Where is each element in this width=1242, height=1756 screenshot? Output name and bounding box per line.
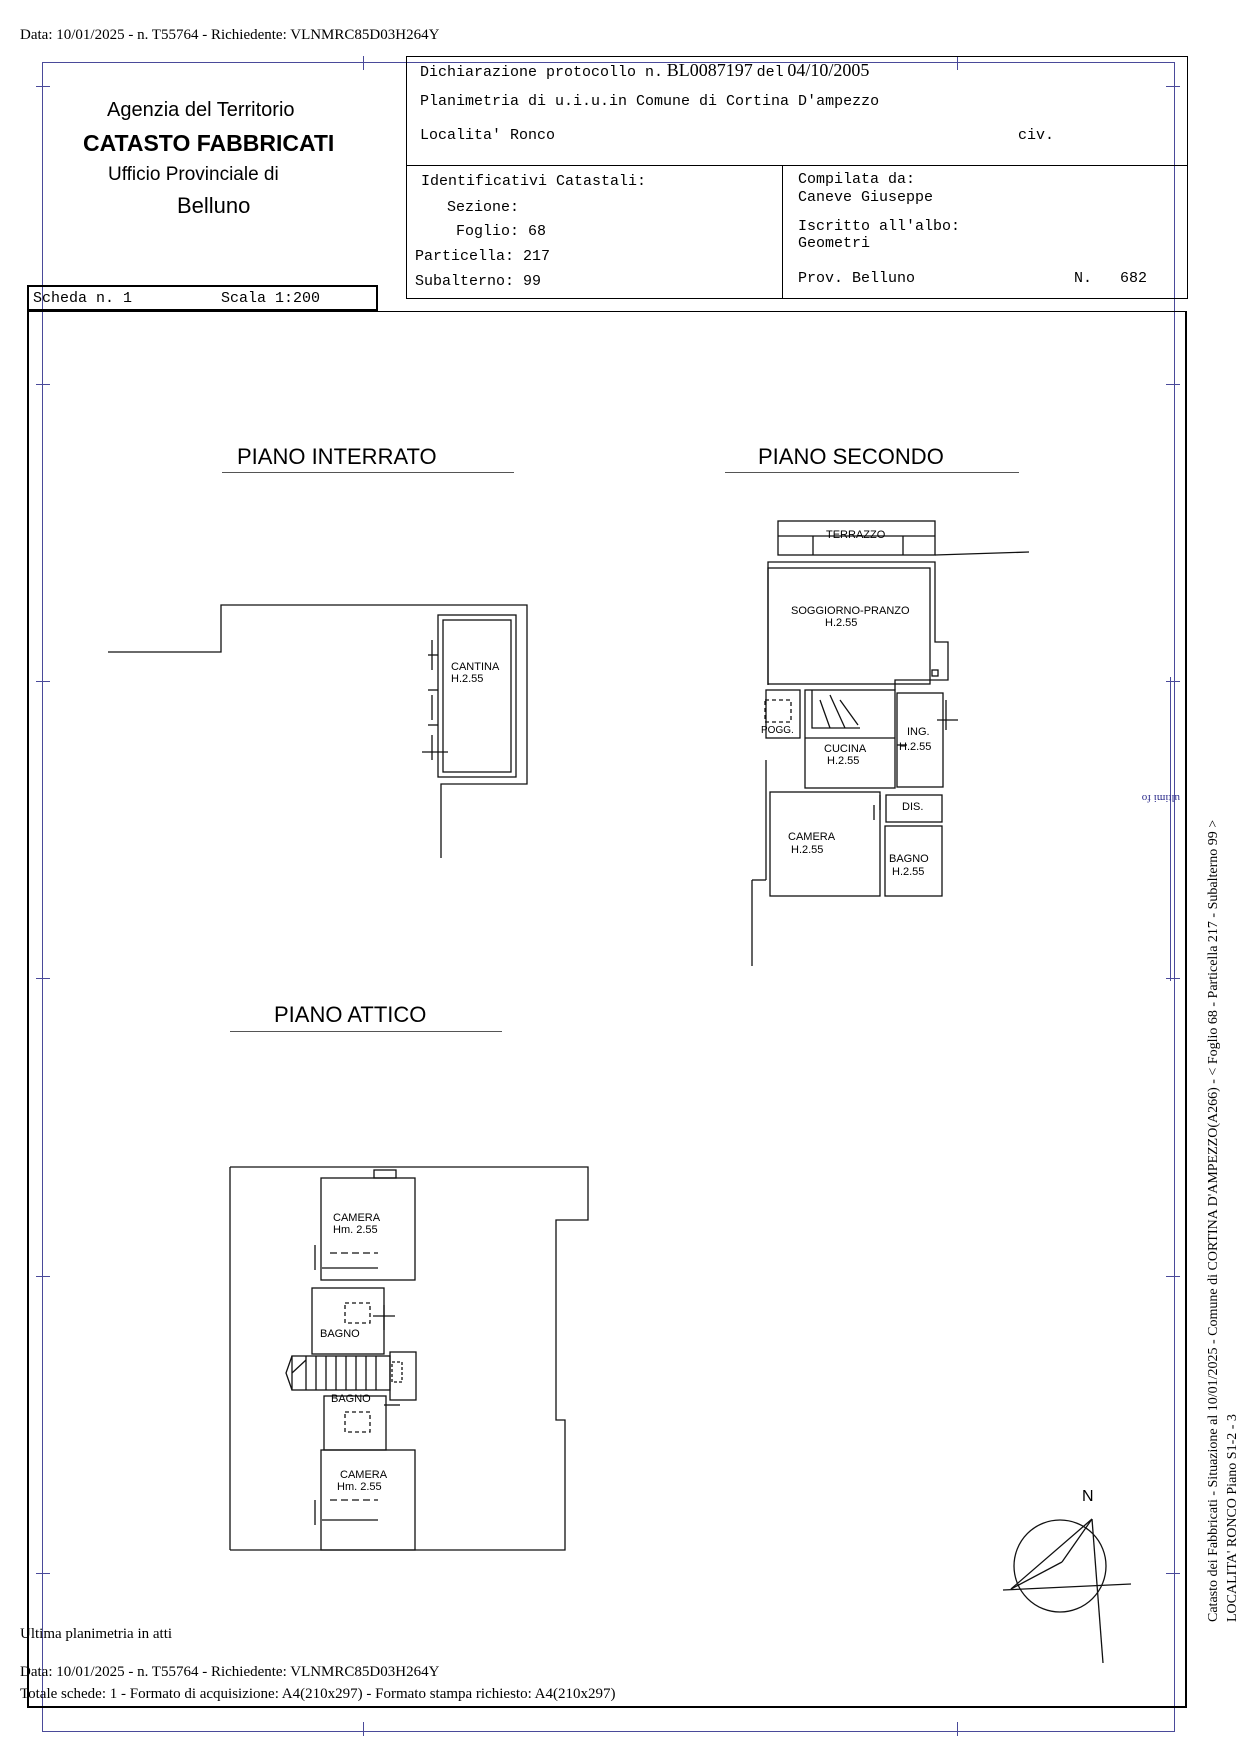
room-label-camera1: CAMERA — [333, 1212, 381, 1224]
declaration-del: del — [756, 64, 784, 81]
room-height-cantina: H.2.55 — [451, 673, 484, 685]
footer-totale-line: Totale schede: 1 - Formato di acquisizione: A4(210x297) - Formato stampa richiesto: A4(210x297) — [20, 1686, 616, 1702]
subalterno-field: Subalterno: 99 — [415, 273, 542, 290]
room-height-camera1: Hm. 2.55 — [333, 1224, 378, 1236]
iscritto-label: Iscritto all'albo: — [798, 218, 961, 235]
room-label-cucina: CUCINA — [824, 743, 867, 755]
room-height-soggiorno: H.2.55 — [825, 617, 858, 629]
ultima-planimetria: Ultima planimetria in atti — [20, 1626, 173, 1642]
room-label-dis: DIS. — [902, 801, 924, 813]
room-label-ing: ING. — [907, 726, 930, 738]
room-height-camera: H.2.55 — [791, 844, 824, 856]
ufficio-label: Ufficio Provinciale di — [108, 164, 279, 185]
room-label-soggiorno: SOGGIORNO-PRANZO — [791, 605, 910, 617]
room-label-cantina: CANTINA — [451, 661, 500, 673]
room-label-bagno2: BAGNO — [331, 1393, 371, 1405]
room-height-ing: H.2.55 — [899, 741, 932, 753]
room-height-camera2: Hm. 2.55 — [337, 1481, 382, 1493]
albo-value: Geometri — [798, 235, 871, 252]
room-label-bagno1: BAGNO — [320, 1328, 360, 1340]
piano-secondo-title: PIANO SECONDO — [758, 444, 944, 469]
room-label-pogg: POGG. — [761, 725, 794, 736]
ufficio-city: Belluno — [177, 193, 251, 218]
compass-north-label: N — [1082, 1488, 1094, 1505]
declaration-number: BL0087197 — [666, 60, 753, 80]
agency-name: Agenzia del Territorio — [107, 99, 295, 121]
vertical-localita-line: LOCALITA' RONCO Piano S1-2 - 3 — [1225, 1414, 1240, 1622]
declaration-date: 04/10/2005 — [787, 60, 870, 80]
particella-field: Particella: 217 — [415, 248, 551, 265]
foglio-field: Foglio: 68 — [456, 223, 547, 240]
room-label-camera2: CAMERA — [340, 1469, 388, 1481]
compilata-title: Compilata da: — [798, 171, 916, 188]
side-note: ultimi fo — [1141, 792, 1180, 804]
identificativi-title: Identificativi Catastali: — [421, 173, 647, 190]
declaration-label: Dichiarazione protocollo n. — [420, 64, 664, 81]
prov-label: Prov. Belluno — [798, 270, 916, 287]
planimetria-line: Planimetria di u.i.u.in Comune di Cortina D'ampezzo — [420, 93, 880, 110]
catasto-title: CATASTO FABBRICATI — [83, 130, 335, 156]
piano-interrato-title: PIANO INTERRATO — [237, 444, 437, 469]
footer-request-line: Data: 10/01/2025 - n. T55764 - Richiedente: VLNMRC85D03H264Y — [20, 1664, 440, 1680]
albo-n-label: N. — [1074, 270, 1093, 287]
scheda-number: Scheda n. 1 — [33, 290, 133, 307]
scala-label: Scala 1:200 — [221, 290, 321, 307]
piano-attico-title: PIANO ATTICO — [274, 1002, 427, 1027]
civ-label: civ. — [1018, 127, 1055, 144]
localita-line: Localita' Ronco — [420, 127, 556, 144]
room-label-terrazzo: TERRAZZO — [826, 529, 886, 541]
room-label-bagno: BAGNO — [889, 853, 929, 865]
room-height-cucina: H.2.55 — [827, 755, 860, 767]
compilata-name: Caneve Giuseppe — [798, 189, 934, 206]
albo-n-value: 682 — [1120, 270, 1148, 287]
room-height-bagno: H.2.55 — [892, 866, 925, 878]
room-label-camera: CAMERA — [788, 831, 836, 843]
vertical-catasto-line: Catasto dei Fabbricati - Situazione al 10/01/2025 - Comune di CORTINA D'AMPEZZO(A266) - < Foglio 68 - Particella 217 - Subalterno 99 > — [1206, 819, 1221, 1622]
sezione-field: Sezione: — [447, 199, 520, 216]
header-request-line: Data: 10/01/2025 - n. T55764 - Richiedente: VLNMRC85D03H264Y — [20, 27, 440, 43]
